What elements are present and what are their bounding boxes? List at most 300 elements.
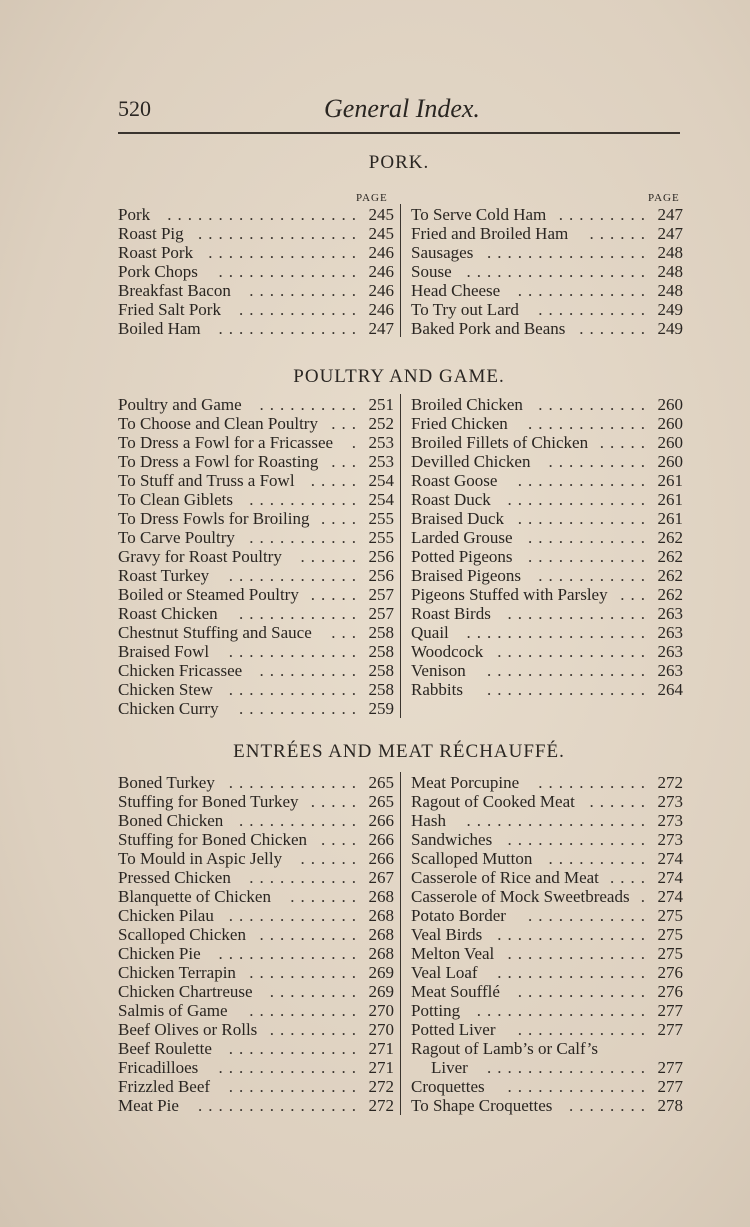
dot-leader: ............... xyxy=(497,963,651,982)
entry-name: Broiled Fillets of Chicken xyxy=(411,433,589,452)
entry-page-number: 257 xyxy=(368,585,394,604)
dot-leader: .............. xyxy=(218,944,362,963)
dot-leader: .............. xyxy=(507,604,651,623)
entry-name: Fricadilloes xyxy=(118,1058,199,1077)
entry-page-number: 271 xyxy=(368,1039,394,1058)
entry-page-number: 268 xyxy=(368,906,394,925)
index-entry xyxy=(411,490,683,509)
entry-name: Potting xyxy=(411,1001,461,1020)
index-entry xyxy=(118,490,394,509)
index-entry xyxy=(411,224,683,243)
entry-page-number: 256 xyxy=(368,547,394,566)
entry-name: Potted Liver xyxy=(411,1020,496,1039)
entry-page-number: 276 xyxy=(657,982,683,1001)
index-entry xyxy=(118,471,394,490)
entry-page-number: 246 xyxy=(368,281,394,300)
entry-page-number: 277 xyxy=(657,1020,683,1039)
entry-name: Pressed Chicken xyxy=(118,868,231,887)
entry-page-number: 245 xyxy=(368,224,394,243)
column-divider xyxy=(400,394,401,718)
index-entry xyxy=(411,281,683,300)
dot-leader: ............. xyxy=(228,642,362,661)
index-entry xyxy=(118,982,394,1001)
index-entry xyxy=(118,1096,394,1115)
dot-leader: .............. xyxy=(218,262,362,281)
index-entry xyxy=(118,849,394,868)
entry-page-number: 261 xyxy=(657,471,683,490)
dot-leader: ............ xyxy=(528,547,651,566)
dot-leader: .............. xyxy=(507,490,651,509)
dot-leader: ........... xyxy=(249,963,362,982)
entry-page-number: 258 xyxy=(368,661,394,680)
entry-page-number: 248 xyxy=(657,262,683,281)
dot-leader: ................ xyxy=(198,224,362,243)
index-entry xyxy=(411,585,683,604)
entry-name: Melton Veal xyxy=(411,944,495,963)
page-column-label-right: PAGE xyxy=(648,192,680,204)
entry-name: Pork xyxy=(118,205,151,224)
entry-page-number: 255 xyxy=(368,528,394,547)
index-entry xyxy=(411,262,683,281)
section-pork-right-column xyxy=(411,205,683,338)
dot-leader: .... xyxy=(610,868,651,887)
entry-page-number: 263 xyxy=(657,642,683,661)
entry-page-number: 260 xyxy=(657,452,683,471)
index-entry xyxy=(118,623,394,642)
dot-leader: .................. xyxy=(466,262,651,281)
index-entry xyxy=(118,528,394,547)
dot-leader: ................... xyxy=(167,205,362,224)
entry-page-number: 254 xyxy=(368,471,394,490)
dot-leader: ............ xyxy=(239,811,362,830)
index-entry xyxy=(411,1096,683,1115)
entry-name: Roast Pork xyxy=(118,243,194,262)
dot-leader: ............... xyxy=(208,243,362,262)
entry-name: Chicken Terrapin xyxy=(118,963,236,982)
index-entry xyxy=(118,224,394,243)
dot-leader: ........... xyxy=(538,566,651,585)
entry-page-number: 249 xyxy=(657,319,683,338)
dot-leader: .... xyxy=(321,830,362,849)
entry-page-number: 275 xyxy=(657,925,683,944)
index-entry xyxy=(411,300,683,319)
dot-leader: ............ xyxy=(528,906,651,925)
dot-leader: .......... xyxy=(259,395,362,414)
entry-page-number: 263 xyxy=(657,623,683,642)
dot-leader: ........... xyxy=(249,528,362,547)
dot-leader: ................. xyxy=(476,1001,651,1020)
index-entry xyxy=(118,661,394,680)
entry-page-number: 268 xyxy=(368,925,394,944)
dot-leader: .......... xyxy=(548,452,651,471)
entry-name: Venison xyxy=(411,661,466,680)
dot-leader: ..... xyxy=(310,585,362,604)
dot-leader: ... xyxy=(331,452,362,471)
entry-name: Casserole of Mock Sweetbreads xyxy=(411,887,630,906)
index-entry xyxy=(118,925,394,944)
index-entry xyxy=(118,1001,394,1020)
index-entry xyxy=(118,319,394,338)
section-poultry-left-column xyxy=(118,395,394,718)
index-entry xyxy=(118,566,394,585)
entry-name: Breakfast Bacon xyxy=(118,281,231,300)
index-entry xyxy=(411,395,683,414)
dot-leader: ............. xyxy=(517,509,651,528)
entry-page-number: 266 xyxy=(368,811,394,830)
entry-page-number: 248 xyxy=(657,281,683,300)
entry-name: Chicken Pilau xyxy=(118,906,214,925)
entry-name: Braised Duck xyxy=(411,509,505,528)
entry-page-number: 272 xyxy=(657,773,683,792)
index-entry xyxy=(411,963,683,982)
entry-name: Fried Salt Pork xyxy=(118,300,221,319)
index-entry xyxy=(411,566,683,585)
entry-name: Roast Goose xyxy=(411,471,498,490)
index-entry xyxy=(118,944,394,963)
running-title: General Index. xyxy=(324,94,480,123)
dot-leader: ....... xyxy=(290,887,362,906)
dot-leader: . xyxy=(640,887,651,906)
index-entry xyxy=(118,868,394,887)
index-entry xyxy=(118,792,394,811)
index-entry xyxy=(411,1058,683,1077)
index-entry xyxy=(118,830,394,849)
dot-leader: ... xyxy=(331,414,362,433)
section-title-entrees: ENTRÉES AND MEAT RÉCHAUFFÉ. xyxy=(233,741,565,762)
entry-page-number: 266 xyxy=(368,830,394,849)
dot-leader: ..... xyxy=(310,471,362,490)
index-entry xyxy=(411,811,683,830)
dot-leader: ............. xyxy=(228,773,362,792)
dot-leader: ................ xyxy=(198,1096,362,1115)
entry-name: Braised Fowl xyxy=(118,642,210,661)
dot-leader: ............. xyxy=(228,566,362,585)
dot-leader: .............. xyxy=(507,1077,651,1096)
entry-name: Roast Turkey xyxy=(118,566,210,585)
index-entry xyxy=(118,452,394,471)
index-entry xyxy=(411,452,683,471)
entry-page-number: 256 xyxy=(368,566,394,585)
entry-name: To Dress Fowls for Broiling xyxy=(118,509,310,528)
dot-leader: ........... xyxy=(249,868,362,887)
entry-page-number: 274 xyxy=(657,887,683,906)
section-entrees-left-column xyxy=(118,773,394,1115)
entry-page-number: 275 xyxy=(657,906,683,925)
index-entry xyxy=(411,243,683,262)
index-entry xyxy=(118,395,394,414)
entry-name: Sandwiches xyxy=(411,830,493,849)
dot-leader: ..... xyxy=(599,433,651,452)
dot-leader: ........... xyxy=(249,490,362,509)
dot-leader: ... xyxy=(331,623,362,642)
dot-leader: ............. xyxy=(228,1039,362,1058)
entry-name: Meat Soufflé xyxy=(411,982,500,1001)
index-entry xyxy=(411,319,683,338)
entry-page-number: 270 xyxy=(368,1001,394,1020)
entry-name: To Dress a Fowl for Roasting xyxy=(118,452,319,471)
dot-leader: ............. xyxy=(517,281,651,300)
dot-leader: ...... xyxy=(589,792,651,811)
entry-page-number: 260 xyxy=(657,433,683,452)
entry-page-number: 246 xyxy=(368,262,394,281)
entry-page-number: 274 xyxy=(657,849,683,868)
entry-name: Blanquette of Chicken xyxy=(118,887,271,906)
entry-name: Gravy for Roast Poultry xyxy=(118,547,282,566)
dot-leader: ......... xyxy=(269,982,362,1001)
index-entry xyxy=(411,944,683,963)
dot-leader: ............... xyxy=(497,642,651,661)
entry-page-number: 246 xyxy=(368,243,394,262)
entry-page-number: 263 xyxy=(657,661,683,680)
entry-name: To Mould in Aspic Jelly xyxy=(118,849,283,868)
index-entry xyxy=(118,963,394,982)
entry-name: To Try out Lard xyxy=(411,300,519,319)
entry-page-number: 265 xyxy=(368,773,394,792)
entry-page-number: 273 xyxy=(657,811,683,830)
entry-page-number: 266 xyxy=(368,849,394,868)
dot-leader: ........... xyxy=(538,300,651,319)
entry-name: Beef Olives or Rolls xyxy=(118,1020,258,1039)
index-entry xyxy=(411,849,683,868)
dot-leader: ........... xyxy=(249,281,362,300)
entry-name: To Choose and Clean Poultry xyxy=(118,414,318,433)
index-entry xyxy=(411,982,683,1001)
entry-name: Broiled Chicken xyxy=(411,395,523,414)
entry-page-number: 253 xyxy=(368,433,394,452)
column-divider xyxy=(400,772,401,1115)
entry-name: Boiled Ham xyxy=(118,319,201,338)
entry-name: Casserole of Rice and Meat xyxy=(411,868,599,887)
dot-leader: ...... xyxy=(300,547,362,566)
page-header xyxy=(118,96,680,132)
entry-page-number: 277 xyxy=(657,1058,683,1077)
dot-leader: ............. xyxy=(228,906,362,925)
entry-name: Pork Chops xyxy=(118,262,198,281)
dot-leader: ............ xyxy=(528,414,651,433)
entry-name: Head Cheese xyxy=(411,281,501,300)
dot-leader: .................. xyxy=(466,623,651,642)
entry-page-number: 260 xyxy=(657,414,683,433)
entry-page-number: 275 xyxy=(657,944,683,963)
index-entry xyxy=(118,642,394,661)
entry-page-number: 264 xyxy=(657,680,683,699)
entry-page-number: 273 xyxy=(657,792,683,811)
entry-page-number: 262 xyxy=(657,585,683,604)
entry-page-number: 261 xyxy=(657,490,683,509)
index-entry xyxy=(118,547,394,566)
entry-page-number: 263 xyxy=(657,604,683,623)
entry-name: Stuffing for Boned Turkey xyxy=(118,792,299,811)
entry-page-number: 277 xyxy=(657,1001,683,1020)
entry-name: To Shape Croquettes xyxy=(411,1096,553,1115)
dot-leader: ............... xyxy=(497,925,651,944)
entry-page-number: 272 xyxy=(368,1096,394,1115)
dot-leader: ....... xyxy=(579,319,651,338)
index-entry xyxy=(118,1039,394,1058)
section-title-poultry-and-game: POULTRY AND GAME. xyxy=(293,366,505,387)
index-entry xyxy=(411,773,683,792)
entry-page-number: 278 xyxy=(657,1096,683,1115)
index-entry xyxy=(118,773,394,792)
entry-name: Chicken Pie xyxy=(118,944,201,963)
entry-name: Larded Grouse xyxy=(411,528,513,547)
entry-name: Stuffing for Boned Chicken xyxy=(118,830,308,849)
index-entry xyxy=(118,243,394,262)
index-entry xyxy=(411,547,683,566)
dot-leader: .............. xyxy=(507,944,651,963)
index-entry xyxy=(118,1058,394,1077)
index-entry xyxy=(411,604,683,623)
dot-leader: . xyxy=(351,433,362,452)
index-entry xyxy=(411,623,683,642)
page-column-label-left: PAGE xyxy=(356,192,388,204)
entry-name: Rabbits xyxy=(411,680,463,699)
entry-page-number: 272 xyxy=(368,1077,394,1096)
index-entry xyxy=(118,585,394,604)
entry-name: Liver xyxy=(431,1058,468,1077)
entry-name: To Stuff and Truss a Fowl xyxy=(118,471,295,490)
dot-leader: ............. xyxy=(228,1077,362,1096)
entry-name: Braised Pigeons xyxy=(411,566,522,585)
entry-page-number: 261 xyxy=(657,509,683,528)
entry-name: Veal Loaf xyxy=(411,963,478,982)
entry-page-number: 247 xyxy=(657,205,683,224)
index-entry xyxy=(411,830,683,849)
dot-leader: ..... xyxy=(310,792,362,811)
entry-name: Boned Turkey xyxy=(118,773,215,792)
entry-page-number: 247 xyxy=(368,319,394,338)
dot-leader: ...... xyxy=(300,849,362,868)
dot-leader: .............. xyxy=(507,830,651,849)
entry-name: To Clean Giblets xyxy=(118,490,233,509)
index-entry xyxy=(411,528,683,547)
dot-leader: ............ xyxy=(239,699,362,718)
entry-name: Boned Chicken xyxy=(118,811,224,830)
section-pork-left-column xyxy=(118,205,394,338)
entry-name: Chestnut Stuffing and Sauce xyxy=(118,623,312,642)
dot-leader: ......... xyxy=(269,1020,362,1039)
dot-leader: ................ xyxy=(487,661,651,680)
dot-leader: ............ xyxy=(239,604,362,623)
entry-name: Ragout of Lamb’s or Calf’s xyxy=(411,1039,598,1058)
dot-leader: ...... xyxy=(589,224,651,243)
header-rule xyxy=(118,132,680,134)
entry-page-number: 268 xyxy=(368,944,394,963)
page-number: 520 xyxy=(118,96,151,121)
entry-page-number: 245 xyxy=(368,205,394,224)
index-entry xyxy=(411,1039,683,1058)
entry-name: Fried Chicken xyxy=(411,414,508,433)
dot-leader: ........... xyxy=(249,1001,362,1020)
entry-name: Chicken Stew xyxy=(118,680,213,699)
dot-leader: ........... xyxy=(538,773,651,792)
entry-page-number: 252 xyxy=(368,414,394,433)
dot-leader: ................ xyxy=(487,243,651,262)
index-entry xyxy=(411,1077,683,1096)
entry-page-number: 247 xyxy=(657,224,683,243)
entry-name: Roast Chicken xyxy=(118,604,218,623)
entry-name: To Serve Cold Ham xyxy=(411,205,547,224)
index-entry xyxy=(411,868,683,887)
entry-page-number: 258 xyxy=(368,623,394,642)
column-divider xyxy=(400,204,401,337)
section-title-pork: PORK. xyxy=(368,152,430,173)
entry-page-number: 254 xyxy=(368,490,394,509)
entry-page-number: 253 xyxy=(368,452,394,471)
dot-leader: ........ xyxy=(569,1096,651,1115)
entry-name: Chicken Chartreuse xyxy=(118,982,253,1001)
dot-leader: ................ xyxy=(487,680,651,699)
index-entry xyxy=(411,792,683,811)
entry-page-number: 276 xyxy=(657,963,683,982)
index-entry xyxy=(118,509,394,528)
index-entry xyxy=(411,1020,683,1039)
entry-name: Roast Duck xyxy=(411,490,491,509)
entry-name: Boiled or Steamed Poultry xyxy=(118,585,299,604)
entry-page-number: 255 xyxy=(368,509,394,528)
entry-page-number: 257 xyxy=(368,604,394,623)
index-entry xyxy=(118,811,394,830)
entry-page-number: 246 xyxy=(368,300,394,319)
index-entry xyxy=(118,414,394,433)
dot-leader: ............ xyxy=(528,528,651,547)
entry-name: Sausages xyxy=(411,243,474,262)
dot-leader: ......... xyxy=(558,205,651,224)
entry-name: Chicken Fricassee xyxy=(118,661,243,680)
index-entry xyxy=(118,433,394,452)
dot-leader: ............. xyxy=(228,680,362,699)
index-entry xyxy=(411,661,683,680)
entry-name: Meat Pie xyxy=(118,1096,179,1115)
index-entry xyxy=(118,887,394,906)
dot-leader: .............. xyxy=(218,1058,362,1077)
index-entry xyxy=(118,262,394,281)
entry-page-number: 271 xyxy=(368,1058,394,1077)
entry-page-number: 262 xyxy=(657,566,683,585)
entry-name: Woodcock xyxy=(411,642,484,661)
entry-name: Scalloped Chicken xyxy=(118,925,246,944)
entry-name: Chicken Curry xyxy=(118,699,219,718)
entry-page-number: 269 xyxy=(368,982,394,1001)
entry-name: Meat Porcupine xyxy=(411,773,520,792)
dot-leader: .............. xyxy=(218,319,362,338)
dot-leader: ............. xyxy=(517,1020,651,1039)
entry-page-number: 262 xyxy=(657,547,683,566)
dot-leader: .......... xyxy=(548,849,651,868)
dot-leader: ............. xyxy=(517,471,651,490)
entry-name: Baked Pork and Beans xyxy=(411,319,566,338)
index-entry xyxy=(411,433,683,452)
dot-leader: ... xyxy=(620,585,651,604)
entry-name: Croquettes xyxy=(411,1077,485,1096)
dot-leader: ........... xyxy=(538,395,651,414)
entry-page-number: 260 xyxy=(657,395,683,414)
entry-page-number: 251 xyxy=(368,395,394,414)
index-entry xyxy=(411,642,683,661)
index-entry xyxy=(118,1020,394,1039)
entry-name: Poultry and Game xyxy=(118,395,242,414)
entry-name: Quail xyxy=(411,623,449,642)
dot-leader: .................. xyxy=(466,811,651,830)
dot-leader: ............. xyxy=(517,982,651,1001)
index-entry xyxy=(118,205,394,224)
entry-name: Salmis of Game xyxy=(118,1001,228,1020)
index-entry xyxy=(118,1077,394,1096)
entry-name: Pigeons Stuffed with Parsley xyxy=(411,585,608,604)
entry-name: To Dress a Fowl for a Fricassee xyxy=(118,433,334,452)
entry-page-number: 259 xyxy=(368,699,394,718)
dot-leader: ............ xyxy=(239,300,362,319)
